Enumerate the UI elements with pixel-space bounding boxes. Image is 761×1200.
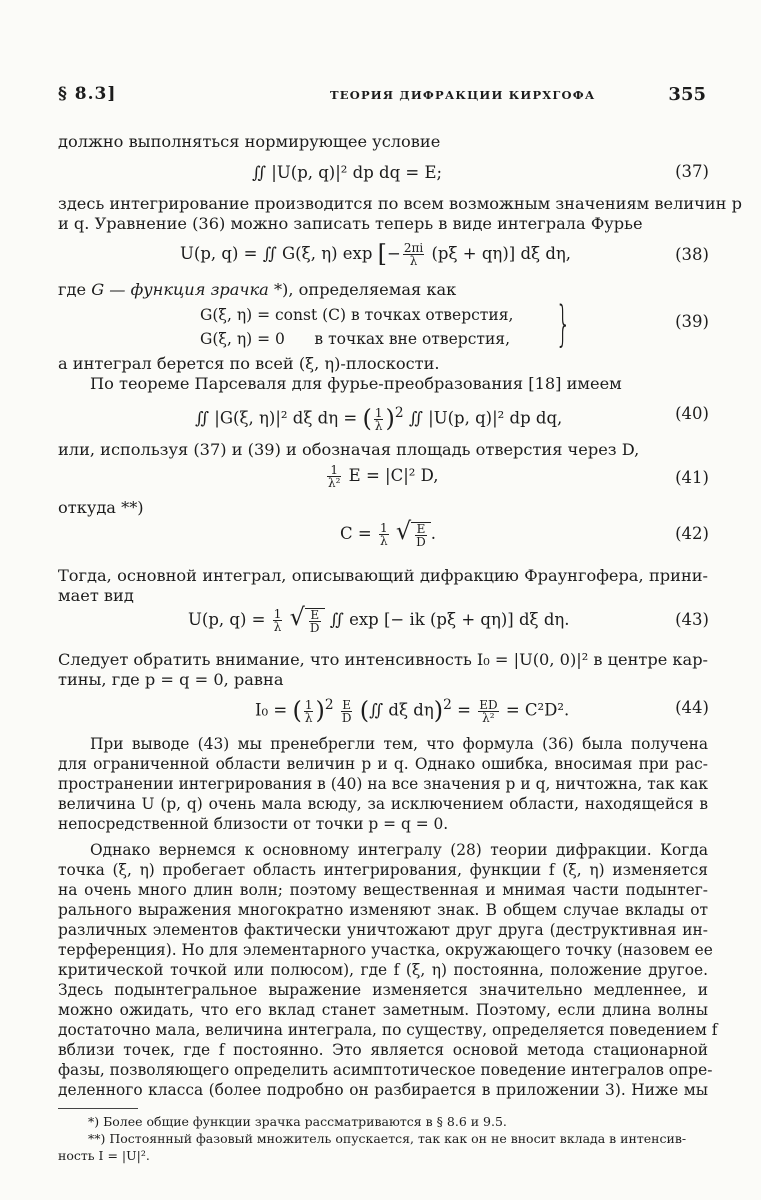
text-line: можно ожидать, что его вклад станет заметным. Поэтому, если длина волны xyxy=(58,1001,708,1019)
fraction: $\frac{1}{\lambda}$ xyxy=(374,405,383,433)
text-line: непосредственной близости от точки p = q = 0. xyxy=(58,815,449,833)
fraction: $\frac{1}{\lambda}$ xyxy=(273,607,282,634)
running-title: ТЕОРИЯ ДИФРАКЦИИ КИРХГОФА xyxy=(330,88,596,102)
text-line: на очень много длин волн; поэтому вещественная и мнимая части подынтег- xyxy=(58,881,708,899)
text-line: откуда **) xyxy=(58,498,144,517)
text-line: При выводе (43) мы пренебрегли тем, что формула (36) была получена xyxy=(90,735,708,753)
fraction: $\frac{1}{\lambda}$ xyxy=(379,521,388,548)
eq-rhs: (pξ + qη)] dξ dη, xyxy=(431,244,572,263)
eq-lhs: U(p, q) = ∬ G(ξ, η) exp xyxy=(180,244,373,263)
text-line: точка (ξ, η) пробегает область интегрирования, функции f (ξ, η) изменяется xyxy=(58,861,708,879)
text-line: мает вид xyxy=(58,586,134,605)
text-line: пространении интегрирования в (40) на все значения p и q, ничтожна, так как xyxy=(58,775,708,793)
text-line: По теореме Парсеваля для фурье-преобразования [18] имеем xyxy=(90,374,622,393)
text-line: Тогда, основной интеграл, описывающий дифракцию Фраунгофера, прини- xyxy=(58,566,708,585)
text-line: Однако вернемся к основному интегралу (28) теории дифракции. Когда xyxy=(90,841,708,859)
equation-37: ∬ |U(p, q)|² dp dq = E; xyxy=(252,163,443,182)
text-line: тины, где p = q = 0, равна xyxy=(58,670,284,689)
text-line: или, используя (37) и (39) и обозначая площадь отверстия через D, xyxy=(58,440,640,459)
equation-number: (41) xyxy=(675,468,709,487)
equation-39-row1: G(ξ, η) = const (C) в точках отверстия, xyxy=(200,306,514,324)
text-line: терференция). Но для элементарного участка, окружающего точку (назовем ее xyxy=(58,941,713,959)
text-line: должно выполняться нормирующее условие xyxy=(58,132,441,151)
equation-number: (43) xyxy=(675,610,709,629)
equation-41: $\frac{1}{\text{λ²}}$ E = |C|² D, xyxy=(328,463,439,490)
text-line: для ограниченной области величин p и q. Однако ошибка, вносимая при рас- xyxy=(58,755,708,773)
fraction: $\frac{1}{\text{λ²}}$ xyxy=(328,463,341,490)
equation-42: C = $\frac{1}{\lambda}$ √ $\frac{E}{D}$ . xyxy=(340,517,437,549)
sqrt-sign: √ xyxy=(289,603,305,631)
text-line: критической точкой или полюсом), где f (ξ, η) постоянна, положение другое. xyxy=(58,961,708,979)
equation-number: (38) xyxy=(675,245,709,264)
text-line: Здесь подынтегральное выражение изменяется значительно медленнее, и xyxy=(58,981,708,999)
equation-43: U(p, q) = $\frac{1}{\lambda}$ √ $\frac{E}{D}$ ∬ exp [− ik (pξ + qη)] dξ dη. xyxy=(188,603,570,635)
equation-number: (40) xyxy=(675,404,709,423)
footnote-rule xyxy=(58,1108,138,1109)
footnote: *) Более общие функции зрачка рассматриваются в § 8.6 и 9.5. xyxy=(88,1114,507,1129)
equation-number: (37) xyxy=(675,162,709,181)
running-header xyxy=(58,84,706,108)
equation-39-row2: G(ξ, η) = 0 в точках вне отверстия, xyxy=(200,330,510,348)
text-line: величина U (p, q) очень мала всюду, за исключением области, находящейся в xyxy=(58,795,708,813)
text-line: фазы, позволяющего определить асимптотическое поведение интегралов опре- xyxy=(58,1061,713,1079)
footnote: ность I = |U|². xyxy=(58,1148,150,1163)
text-line: Следует обратить внимание, что интенсивность I₀ = |U(0, 0)|² в центре кар- xyxy=(58,650,709,669)
sqrt-sign: √ xyxy=(395,517,412,545)
equation-44: I₀ = ( $\frac{1}{\lambda}$ )$^2$ $\frac{E}{D}$ (∬ dξ dη)$^2$ = $\frac{ED}{\text{λ²}}$ = C²D². xyxy=(255,696,570,725)
text-line: и q. Уравнение (36) можно записать теперь в виде интеграла Фурье xyxy=(58,214,643,233)
page-number: 355 xyxy=(668,84,706,105)
section-number: § 8.3] xyxy=(58,84,117,104)
text-line: а интеграл берется по всей (ξ, η)-плоскости. xyxy=(58,354,440,373)
fraction: $\frac{2\pi i}{\lambda}$ xyxy=(403,241,424,268)
text-line: здесь интегрирование производится по всем возможным значениям величин p xyxy=(58,194,742,213)
equation-number: (44) xyxy=(675,698,709,717)
equation-38: U(p, q) = ∬ G(ξ, η) exp [− $\frac{2\pi i}{\lambda}$ (pξ + qη)] dξ dη, xyxy=(180,240,572,268)
text-line: где G — функция зрачка *), определяемая как xyxy=(58,280,457,299)
footnote: **) Постоянный фазовый множитель опускается, так как он не вносит вклада в интенсив- xyxy=(88,1131,687,1146)
text-line: деленного класса (более подробно он разбирается в приложении 3). Ниже мы xyxy=(58,1081,708,1099)
equation-number: (39) xyxy=(675,312,709,331)
text-line: вблизи точек, где f постоянно. Это является основой метода стационарной xyxy=(58,1041,708,1059)
equation-number: (42) xyxy=(675,524,709,543)
right-brace: } xyxy=(555,296,571,352)
equation-40: ∬ |G(ξ, η)|² dξ dη = ( $\frac{1}{\lambda}$ )$^2$ ∬ |U(p, q)|² dp dq, xyxy=(195,404,563,433)
text-line: рального выражения многократно изменяют знак. В общем случае вклады от xyxy=(58,901,708,919)
text-line: различных элементов фактически уничтожают друг друга (деструктивная ин- xyxy=(58,921,708,939)
bracket-open: [ xyxy=(377,240,388,268)
text-line: достаточно мала, величина интеграла, по существу, определяется поведением f xyxy=(58,1021,718,1039)
